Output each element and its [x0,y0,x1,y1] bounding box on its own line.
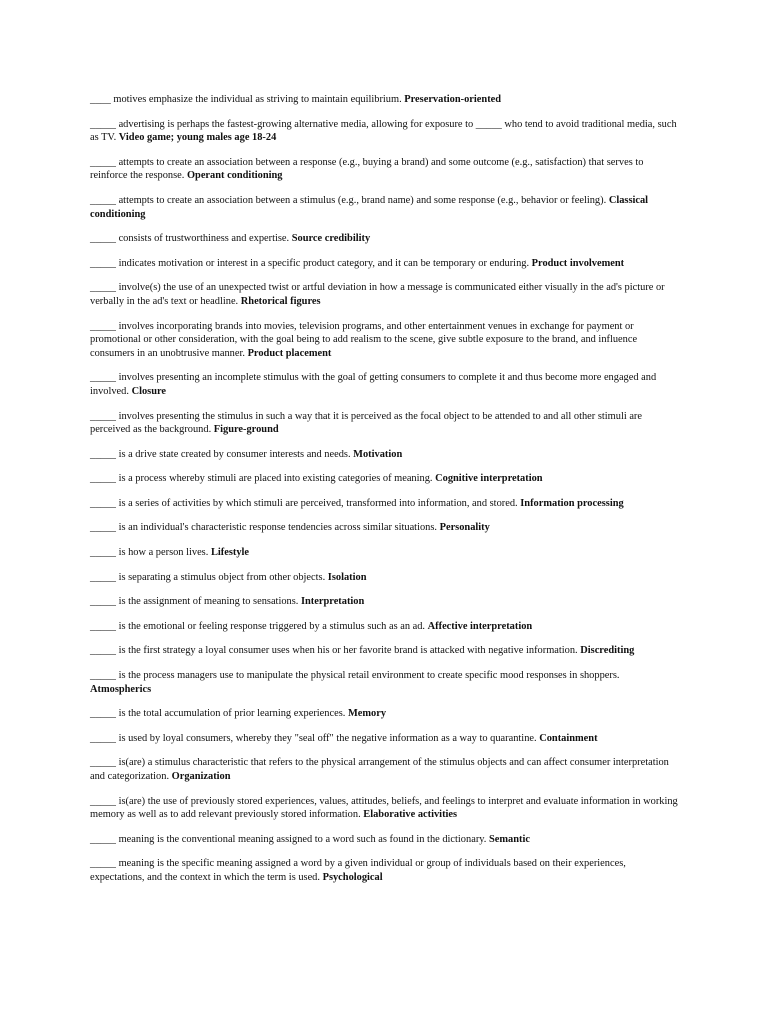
item-answer: Atmospherics [90,683,152,695]
item-question: _____ is the process managers use to manipulate the physical retail environment to create specific mood responses in shoppers. [90,670,620,682]
item-answer: Memory [347,708,387,720]
list-item [90,320,678,361]
item-question: _____ involves presenting the stimulus in such a way that it is perceived as the focal object to be attended to and all other stimuli are perceived as the background. [90,410,643,436]
item-question: _____ is(are) the use of previously stored experiences, values, attitudes, beliefs, and feelings to interpret and evaluate information in working memory as well as to add relevant previously stored information. [90,795,678,821]
list-item [90,571,678,585]
item-answer: Product involvement [531,257,625,269]
item-question: _____ meaning is the specific meaning assigned a word by a given individual or group of individuals based on their experiences, expectations, and the context in which the term is used. [90,858,626,883]
item-question: _____ is the first strategy a loyal consumer uses when his or her favorite brand is attacked with negative information. [90,645,578,657]
item-question: _____ is separating a stimulus object from other objects. [90,571,326,583]
list-item [90,118,678,145]
item-answer: Isolation [327,571,367,583]
item-answer: Video game; young males age 18-24 [118,132,277,144]
item-question: _____ is a drive state created by consumer interests and needs. [90,448,351,460]
item-question: _____ advertising is perhaps the fastest-growing alternative media, allowing for exposure to _____ who tend to avoid traditional media, such as TV. [90,118,677,144]
item-answer: Classical conditioning [90,194,649,220]
list-item [90,620,678,634]
item-answer: Elaborative activities [363,809,458,821]
list-item [90,669,678,696]
item-answer: Lifestyle [210,547,250,559]
list-item [90,156,678,183]
item-question: _____ is used by loyal consumers, whereby they "seal off" the negative information as a way to quarantine. [90,732,537,744]
list-item [90,833,678,847]
item-answer: Information processing [520,497,624,509]
item-answer: Source credibility [291,233,371,245]
list-item [90,257,678,271]
item-answer: Motivation [353,448,403,460]
item-answer: Operant conditioning [186,170,283,182]
item-question: _____ consists of trustworthiness and expertise. [90,233,290,245]
list-item [90,595,678,609]
list-item [90,521,678,535]
list-item [90,93,678,107]
item-question: _____ attempts to create an association between a stimulus (e.g., brand name) and some response (e.g., behavior or feeling). [90,194,607,206]
item-answer: Closure [131,385,167,397]
item-question: _____ is the total accumulation of prior learning experiences. [90,708,346,720]
item-question: _____ is a process whereby stimuli are placed into existing categories of meaning. [90,473,433,485]
item-question: ____ motives emphasize the individual as striving to maintain equilibrium. [90,94,402,105]
item-answer: Product placement [247,347,332,359]
list-item [90,707,678,721]
item-question: _____ is how a person lives. [90,547,209,559]
item-answer: Preservation-oriented [404,94,502,105]
list-item [90,732,678,746]
item-question: _____ is(are) a stimulus characteristic that refers to the physical arrangement of the stimulus objects and can affect consumer interpretation and categorization. [90,757,669,782]
list-item [90,857,678,884]
item-answer: Containment [539,732,598,744]
item-question: _____ involves incorporating brands into movies, television programs, and other entertainment venues in exchange for payment or promotional or other consideration, with the goal being to add realism to the scene, give subtle exposure to the brand, and influence consumers in an unobtrusive manner. [90,320,638,359]
item-answer: Affective interpretation [427,620,533,632]
item-question: _____ is the assignment of meaning to sensations. [90,596,299,608]
item-question: _____ is an individual's characteristic response tendencies across similar situations. [90,522,437,534]
item-question: _____ is a series of activities by which stimuli are perceived, transformed into information, and stored. [90,497,518,509]
item-question: _____ involve(s) the use of an unexpected twist or artful deviation in how a message is communicated either visually in the ad's picture or verbally in the ad's text or headline. [90,282,665,307]
list-item [90,194,678,221]
list-item [90,546,678,560]
flashcard-list [90,93,678,896]
item-answer: Semantic [489,833,530,845]
item-question: _____ meaning is the conventional meaning assigned to a word such as found in the dictionary. [90,833,487,845]
item-answer: Organization [171,771,231,782]
item-answer: Rhetorical figures [240,295,321,307]
list-item [90,281,678,308]
list-item [90,472,678,486]
item-answer: Psychological [322,871,383,883]
list-item [90,644,678,658]
list-item [90,371,678,398]
item-question: _____ involves presenting an incomplete stimulus with the goal of getting consumers to complete it and thus become more engaged and involved. [90,372,657,397]
item-answer: Personality [439,522,490,534]
item-question: _____ indicates motivation or interest in a specific product category, and it can be temporary or enduring. [90,257,530,269]
list-item [90,448,678,462]
list-item [90,795,678,822]
list-item [90,756,678,783]
item-question: _____ attempts to create an association between a response (e.g., buying a brand) and some outcome (e.g., satisfaction) that serves to reinforce the response. [90,156,644,182]
item-answer: Discrediting [580,645,635,657]
item-answer: Cognitive interpretation [435,473,543,485]
item-answer: Figure-ground [213,424,279,436]
list-item [90,410,678,437]
item-question: _____ is the emotional or feeling response triggered by a stimulus such as an ad. [90,620,426,632]
item-answer: Interpretation [300,596,365,608]
list-item [90,497,678,511]
list-item [90,232,678,246]
